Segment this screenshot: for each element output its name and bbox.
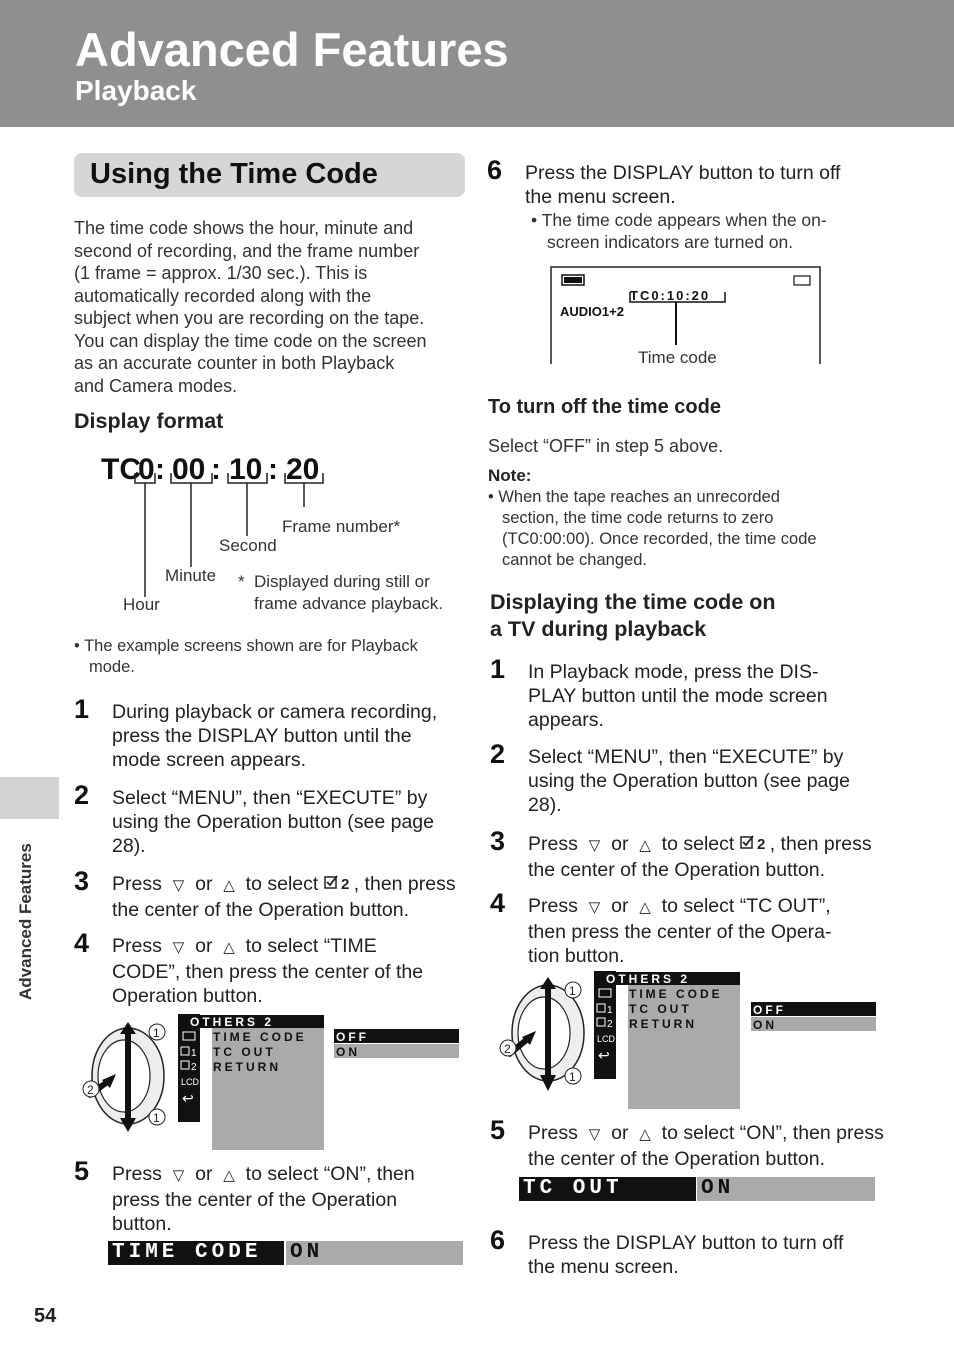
up-arrow-icon: △ [223,939,235,956]
operation-button-icon [500,977,584,1091]
section-title: Using the Time Code [90,158,378,190]
example-note: • The example screens shown are for Playback mode. [74,637,418,676]
up-arrow-icon: △ [639,899,651,916]
frame-number-label: Frame number* [282,517,401,536]
tc-frame: 20 [286,453,320,486]
page-title: Advanced Features [75,23,509,76]
step-number: 3 [490,826,506,856]
step-text: Press ▽ or △ to select “TC OUT”, then press the center of the Opera- tion button. [528,895,832,967]
svg-text:2: 2 [340,876,350,892]
down-arrow-icon: ▽ [172,877,185,894]
up-arrow-icon: △ [223,877,235,894]
down-arrow-icon: ▽ [588,899,601,916]
page-header [0,0,954,127]
step-text: Press ▽ or △ to select “ON”, then press the center of the Operation button. [528,1122,884,1170]
tape-icon [794,276,810,285]
step-number: 2 [490,739,506,769]
time-code-label: Time code [638,348,717,366]
step-number: 5 [74,1156,90,1186]
step-number: 1 [490,654,506,684]
step-text: In Playback mode, press the DIS- PLAY button until the mode screen appears. [528,661,828,731]
step-number: 2 [74,780,90,810]
menu-row-time-code: TIME CODE [629,987,723,1001]
note-text: • When the tape reaches an unrecorded section, the time code returns to zero (TC0:00:00). Once recorded, the time code cannot be changed. [488,488,817,569]
step-text: Press ▽ or △ to select “ON”, then press the center of the Operation button. [112,1163,415,1235]
step-number: 5 [490,1115,506,1145]
screen-time-code: TC0:10:20 [630,288,711,303]
tc-hour: 0 [138,453,155,486]
section-title-box [74,153,465,197]
page-subtitle: Playback [75,75,197,106]
checkbox-2-icon [740,834,770,852]
svg-text::: : [268,453,278,486]
svg-text:2: 2 [191,1062,197,1073]
up-arrow-icon: △ [639,1126,651,1143]
hour-label: Hour [123,595,160,614]
result-bar-tc-out: TC OUT ON [519,1177,875,1201]
svg-text::: : [211,453,221,486]
display-format-heading: Display format [74,409,224,433]
menu-option-on: ON [336,1045,360,1059]
step-number: 3 [74,866,90,896]
return-icon: ↩ [182,1090,194,1106]
step-number: 6 [487,155,503,185]
footnote-line-1: Displayed during still or [254,572,430,591]
down-arrow-icon: ▽ [172,1167,185,1184]
menu-row-tc-out: TC OUT [213,1045,276,1059]
menu-row-tc-out: TC OUT [629,1002,692,1016]
audio-indicator: AUDIO1+2 [560,304,624,319]
down-arrow-icon: ▽ [588,1126,601,1143]
up-arrow-icon: △ [639,837,651,854]
menu-row-time-code: TIME CODE [213,1030,307,1044]
screen-illustration [550,266,822,366]
side-label: Advanced Features [16,843,35,1000]
operation-button-icon [83,1022,165,1132]
step-text: Press ▽ or △ to select “TIME CODE”, then press the center of the Operation button. [112,935,424,1007]
menu-illustration-left [80,1014,465,1154]
svg-text:1: 1 [569,984,576,998]
down-arrow-icon: ▽ [172,939,185,956]
svg-text:1: 1 [607,1005,613,1016]
svg-text::: : [155,453,165,486]
step-text: Press ▽ or △ to select 2 , then press the center of the Operation button. [112,873,456,921]
turn-off-heading: To turn off the time code [488,396,721,418]
minute-label: Minute [165,566,217,585]
footnote-line-2: frame advance playback. [254,594,443,613]
svg-text:2: 2 [87,1083,94,1097]
svg-text:*: * [238,572,245,591]
step-number: 6 [490,1225,506,1255]
step-text: Select “MENU”, then “EXECUTE” by using the Operation button (see page 28). [112,787,434,857]
step-number: 1 [74,694,90,724]
tc-minute: 00 [172,453,206,486]
step-text: Press the DISPLAY button to turn off the menu screen. [525,162,841,208]
menu-row-return: RETURN [629,1017,697,1031]
menu-row-return: RETURN [213,1060,281,1074]
svg-text:1: 1 [153,1111,160,1125]
svg-text:2: 2 [607,1019,613,1030]
menu-title: OTHERS 2 [606,972,691,986]
note-heading: Note: [488,466,532,485]
svg-text:1: 1 [569,1070,576,1084]
step-bullet: • The time code appears when the on- screen indicators are turned on. [531,210,827,252]
time-code-format-diagram [95,445,475,625]
step-number: 4 [74,928,90,958]
menu-illustration-right [496,971,881,1111]
svg-text:2: 2 [756,836,766,852]
menu-option-off: OFF [753,1003,786,1017]
side-tab [0,777,59,819]
tc-prefix: TC [101,453,141,486]
svg-text:1: 1 [153,1026,160,1040]
svg-text:LCD: LCD [181,1077,200,1087]
step-number: 4 [490,888,506,918]
menu-option-off: OFF [336,1030,369,1044]
result-bar-time-code: TIME CODE ON [108,1241,463,1265]
tc-second: 10 [229,453,263,486]
step-text: Press the DISPLAY button to turn off the menu screen. [528,1232,844,1278]
checkbox-2-icon [324,874,354,892]
return-icon: ↩ [598,1047,610,1063]
menu-title: OTHERS 2 [190,1015,275,1029]
menu-option-on: ON [753,1018,777,1032]
svg-text:LCD: LCD [597,1034,616,1044]
turn-off-text: Select “OFF” in step 5 above. [488,436,724,456]
step-text: During playback or camera recording, press the DISPLAY button until the mode screen appears. [112,701,438,771]
second-label: Second [219,536,277,555]
svg-text:2: 2 [504,1042,511,1056]
tv-heading: Displaying the time code on a TV during playback [490,590,776,641]
up-arrow-icon: △ [223,1167,235,1184]
down-arrow-icon: ▽ [588,837,601,854]
page-number: 54 [34,1305,57,1327]
step-text: Press ▽ or △ to select 2 , then press the center of the Operation button. [528,833,872,881]
intro-paragraph: The time code shows the hour, minute and second of recording, and the frame number (1 frame = approx. 1/30 sec.). This is automatically recorded along with the subject when you are recording on the tape. You can display the time code on the screen as an accurate counter in both Playback and Camera modes. [74,218,427,396]
svg-text:1: 1 [191,1048,197,1059]
step-text: Select “MENU”, then “EXECUTE” by using the Operation button (see page 28). [528,746,850,816]
